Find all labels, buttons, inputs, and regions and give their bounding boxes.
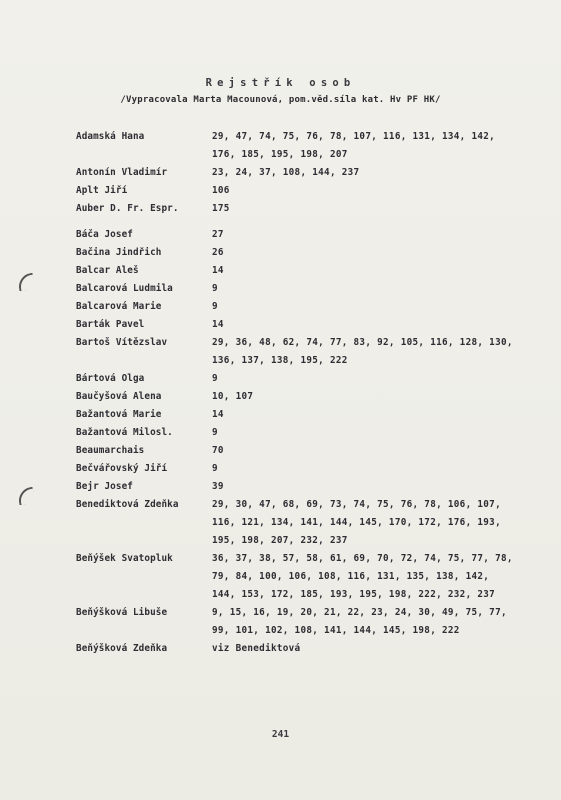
index-entries: [76, 128, 516, 658]
entry-pages: 9: [212, 301, 218, 312]
entry-pages: 9: [212, 373, 218, 384]
index-entry: [76, 334, 516, 370]
entry-name: Aplt Jiří: [76, 185, 128, 196]
entry-pages: 14: [212, 319, 224, 330]
index-entry: [76, 128, 516, 164]
index-entry: [76, 640, 516, 658]
entry-name: Bažantová Milosl.: [76, 427, 173, 438]
entry-pages: 27: [212, 229, 224, 240]
entry-name: Beňýšková Libuše: [76, 607, 168, 618]
index-entry: [76, 164, 516, 182]
document-subtitle: /Vypracovala Marta Macounová, pom.věd.síla kat. Hv PF HK/: [120, 95, 441, 105]
index-entry: [76, 316, 516, 334]
entry-name: Báča Josef: [76, 229, 133, 240]
entry-name: Balcar Aleš: [76, 265, 139, 276]
entry-name: Bártová Olga: [76, 373, 145, 384]
entry-pages: 175: [212, 203, 230, 214]
entry-name: Barták Pavel: [76, 319, 145, 330]
entry-pages: 9: [212, 283, 218, 294]
index-entry: [76, 460, 516, 478]
entry-pages: 14: [212, 409, 224, 420]
index-entry: [76, 550, 516, 604]
entry-pages: 29, 47, 74, 75, 76, 78, 107, 116, 131, 134, 142, 176, 185, 195, 198, 207: [212, 131, 496, 160]
entry-pages: 23, 24, 37, 108, 144, 237: [212, 167, 360, 178]
entry-pages: 14: [212, 265, 224, 276]
entry-pages: 36, 37, 38, 57, 58, 61, 69, 70, 72, 74, 75, 77, 78, 79, 84, 100, 106, 108, 116, 131, 135, 138, 142, 144, 153, 172, 185, 193, 195, 198, 222, 232, 237: [212, 553, 513, 600]
page-number: 241: [271, 729, 290, 740]
index-entry: [76, 442, 516, 460]
entry-name: Bačina Jindřich: [76, 247, 162, 258]
document-title: Rejstřík osob: [205, 77, 356, 89]
index-entry: [76, 406, 516, 424]
index-entry: [76, 388, 516, 406]
entry-name: Auber D. Fr. Espr.: [76, 203, 179, 214]
entry-name: Beňýšková Zdeňka: [76, 643, 168, 654]
entry-name: Bejr Josef: [76, 481, 133, 492]
entry-name: Baučyšová Alena: [76, 391, 162, 402]
entry-name: Adamská Hana: [76, 131, 145, 142]
index-entry: [76, 424, 516, 442]
entry-pages: 26: [212, 247, 224, 258]
entry-name: Balcarová Ludmila: [76, 283, 173, 294]
entry-name: Bartoš Vítězslav: [76, 337, 168, 348]
entry-pages: 106: [212, 185, 230, 196]
index-entry: [76, 496, 516, 550]
entry-pages: 70: [212, 445, 224, 456]
index-entry: [76, 298, 516, 316]
index-entry: [76, 226, 516, 244]
entry-name: Benediktová Zdeňka: [76, 499, 179, 510]
entry-name: Beaumarchais: [76, 445, 145, 456]
punch-hole-mark-upper: [17, 273, 36, 292]
punch-hole-mark-lower: [17, 487, 36, 506]
index-entry: [76, 200, 516, 218]
index-entry: [76, 478, 516, 496]
index-entry: [76, 182, 516, 200]
entry-pages: viz Benediktová: [212, 643, 301, 654]
entry-pages: 9, 15, 16, 19, 20, 21, 22, 23, 24, 30, 49, 75, 77, 99, 101, 102, 108, 141, 144, 145, 198, 222: [212, 607, 507, 636]
entry-pages: 10, 107: [212, 391, 254, 402]
entry-name: Antonín Vladimír: [76, 167, 168, 178]
entry-pages: 39: [212, 481, 224, 492]
entry-name: Beňýšek Svatopluk: [76, 553, 173, 564]
entry-name: Bečvářovský Jiří: [76, 463, 168, 474]
index-entry: [76, 262, 516, 280]
entry-name: Bažantová Marie: [76, 409, 162, 420]
index-entry: [76, 370, 516, 388]
entry-pages: 29, 30, 47, 68, 69, 73, 74, 75, 76, 78, 106, 107, 116, 121, 134, 141, 144, 145, 170, 172, 176, 193, 195, 198, 207, 232, 237: [212, 499, 501, 546]
index-entry: [76, 280, 516, 298]
entry-name: Balcarová Marie: [76, 301, 162, 312]
entry-pages: 9: [212, 427, 218, 438]
entry-pages: 9: [212, 463, 218, 474]
entry-pages: 29, 36, 48, 62, 74, 77, 83, 92, 105, 116, 128, 130, 136, 137, 138, 195, 222: [212, 337, 513, 366]
index-entry: [76, 604, 516, 640]
index-entry: [76, 244, 516, 262]
